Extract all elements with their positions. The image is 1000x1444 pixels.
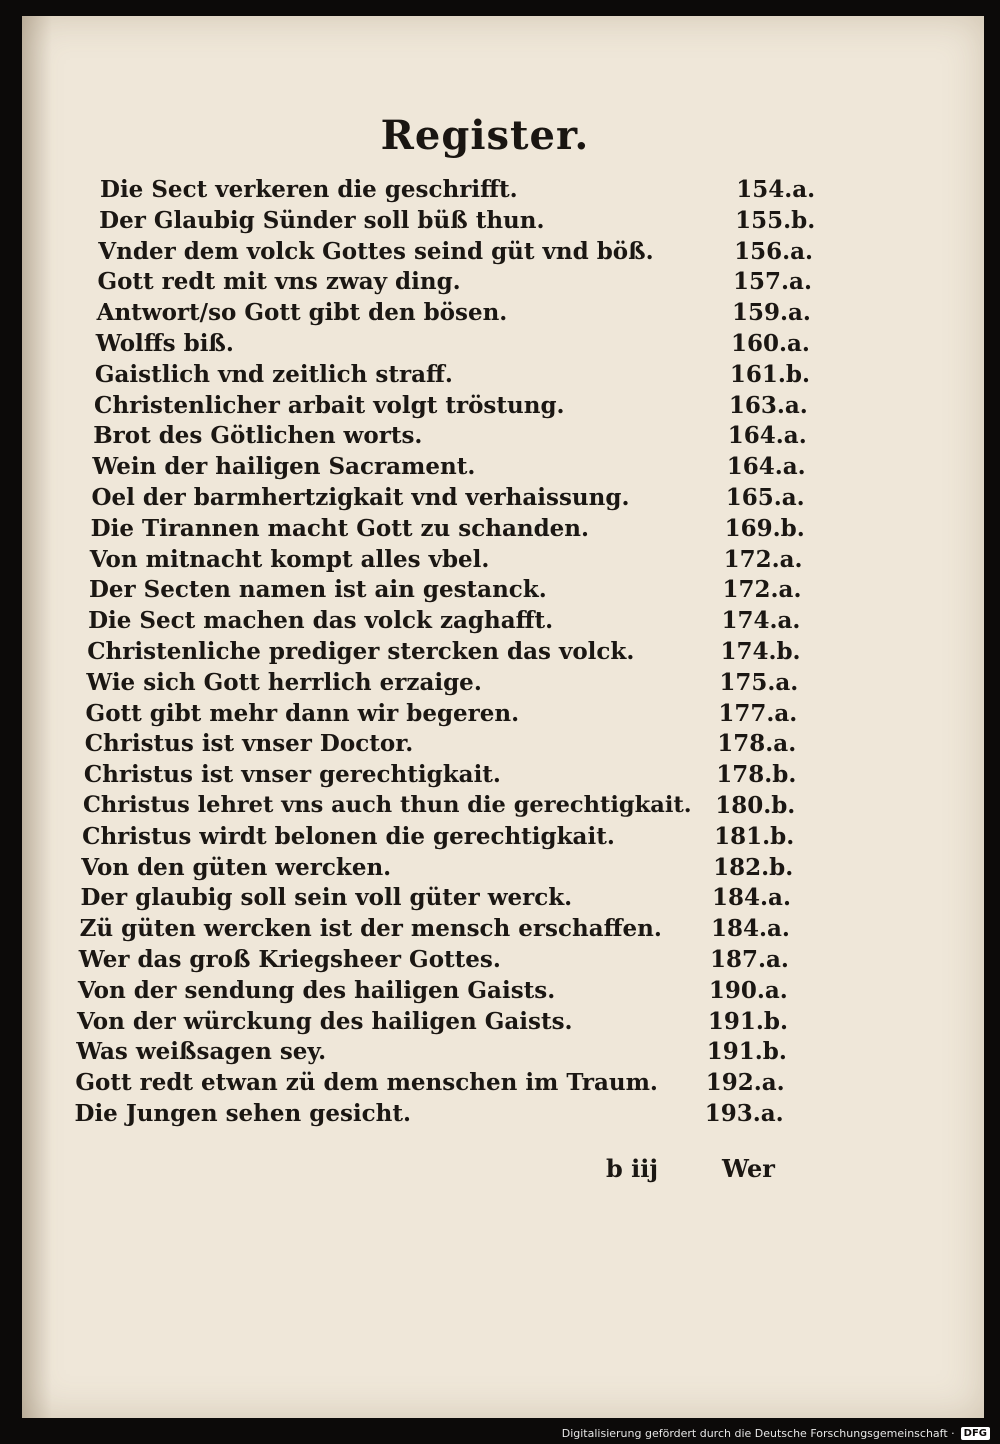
entry-text: Antwort/so Gott gibt den bösen. (96, 299, 508, 327)
register-entry (97, 299, 857, 330)
register-list (72, 176, 832, 1131)
sponsor-text: Digitalisierung gefördert durch die Deutsche Forschungsgemeinschaft · (561, 1426, 955, 1440)
entry-page-ref: 165.a. (725, 483, 805, 511)
entry-page-ref: 163.a. (728, 391, 808, 419)
signature-mark: b iij (606, 1154, 659, 1183)
entry-page-ref: 192.a. (705, 1069, 785, 1097)
page-title: Register. (380, 112, 590, 159)
entry-text: Die Tirannen macht Gott zu schanden. (90, 514, 590, 542)
entry-page-ref: 174.a. (721, 607, 801, 635)
register-entry (83, 792, 843, 823)
register-entry (96, 330, 856, 361)
entry-page-ref: 164.a. (726, 453, 806, 481)
entry-text: Wer das groß Kriegsheer Gottes. (78, 945, 501, 973)
entry-text: Die Sect verkeren die geschrifft. (100, 176, 518, 203)
entry-text: Von den güten wercken. (81, 853, 392, 881)
entry-text: Die Jungen sehen gesicht. (74, 1099, 412, 1127)
register-entry (94, 392, 854, 423)
entry-text: Von mitnacht kompt alles vbel. (89, 545, 490, 573)
entry-text: Wie sich Gott herrlich erzaige. (86, 668, 482, 696)
register-entry (75, 1069, 835, 1100)
entry-text: Die Sect machen das volck zaghafft. (88, 607, 554, 635)
entry-page-ref: 177.a. (718, 699, 798, 727)
entry-page-ref: 178.b. (716, 761, 797, 789)
entry-page-ref: 187.a. (709, 945, 789, 973)
register-entry (78, 977, 838, 1008)
entry-page-ref: 184.a. (712, 884, 791, 912)
entry-page-ref: 160.a. (730, 329, 810, 357)
sponsor-bar (0, 1422, 1000, 1444)
entry-page-ref: 180.b. (715, 791, 796, 819)
entry-text: Der Secten namen ist ain gestanck. (88, 576, 547, 604)
book-page (22, 16, 984, 1418)
entry-page-ref: 193.a. (704, 1099, 784, 1127)
entry-page-ref: 172.a. (722, 576, 802, 604)
entry-text: Vnder dem volck Gottes seind güt vnd böß. (98, 237, 654, 265)
entry-text: Gott gibt mehr dann wir begeren. (85, 699, 520, 727)
entry-page-ref: 175.a. (719, 668, 799, 696)
register-entry (87, 638, 847, 669)
register-entry (100, 176, 860, 207)
entry-text: Wolffs biß. (95, 329, 234, 357)
entry-text: Christenlicher arbait volgt tröstung. (94, 391, 565, 419)
register-entry (77, 1008, 837, 1039)
register-entry (93, 422, 853, 453)
entry-text: Der Glaubig Sünder soll büß thun. (99, 206, 545, 234)
entry-page-ref: 169.b. (724, 514, 805, 542)
entry-text: Was weißsagen sey. (76, 1038, 327, 1066)
register-entry (90, 546, 850, 577)
entry-text: Von der sendung des hailigen Gaists. (77, 976, 556, 1004)
entry-text: Zü güten wercken ist der mensch erschaffen. (79, 915, 662, 943)
entry-page-ref: 157.a. (733, 268, 812, 296)
register-entry (89, 576, 849, 607)
entry-page-ref: 182.b. (713, 853, 794, 881)
register-entry (91, 515, 851, 546)
entry-text: Gott redt etwan zü dem menschen im Traum. (75, 1069, 658, 1097)
entry-page-ref: 155.b. (735, 206, 816, 234)
register-entry (75, 1100, 835, 1131)
entry-page-ref: 181.b. (714, 822, 795, 850)
entry-text: Wein der hailigen Sacrament. (92, 453, 476, 481)
entry-text: Gaistlich vnd zeitlich straff. (94, 360, 453, 388)
entry-page-ref: 161.b. (729, 360, 810, 388)
entry-page-ref: 164.a. (727, 422, 807, 450)
register-entry (95, 361, 855, 392)
entry-text: Brot des Götlichen worts. (93, 422, 423, 450)
entry-page-ref: 190.a. (708, 976, 788, 1004)
catchword: Wer (722, 1154, 775, 1183)
register-entry (80, 884, 840, 915)
entry-page-ref: 172.a. (723, 545, 803, 573)
entry-page-ref: 191.b. (706, 1038, 787, 1066)
register-entry (86, 700, 846, 731)
entry-text: Der glaubig soll sein voll güter werck. (80, 884, 573, 912)
entry-text: Christus ist vnser gerechtigkait. (83, 761, 501, 789)
register-entry (84, 761, 844, 792)
register-entry (79, 946, 839, 977)
register-entry (92, 453, 852, 484)
register-entry (88, 607, 848, 638)
entry-page-ref: 174.b. (720, 637, 801, 665)
entry-page-ref: 191.b. (707, 1007, 788, 1035)
entry-text: Christus ist vnser Doctor. (84, 730, 414, 758)
entry-page-ref: 156.a. (734, 237, 814, 265)
register-entry (97, 268, 857, 299)
entry-page-ref: 154.a. (736, 176, 816, 203)
entry-text: Christus lehret vns auch thun die gerechtigkait. (83, 791, 692, 818)
entry-text: Oel der barmhertzigkait vnd verhaissung. (91, 483, 630, 511)
entry-text: Gott redt mit vns zway ding. (97, 268, 461, 296)
register-entry (92, 484, 852, 515)
dfg-logo: DFG (961, 1427, 990, 1440)
register-entry (76, 1038, 836, 1069)
register-entry (81, 854, 841, 885)
entry-text: Von der würckung des hailigen Gaists. (77, 1007, 573, 1035)
entry-page-ref: 184.a. (710, 915, 790, 943)
register-entry (98, 238, 858, 269)
register-entry (99, 207, 859, 238)
register-entry (85, 730, 845, 761)
register-entry (80, 915, 840, 946)
entry-text: Christus wirdt belonen die gerechtigkait. (82, 822, 615, 850)
entry-text: Christenliche prediger stercken das volck. (87, 637, 635, 665)
register-entry (86, 669, 846, 700)
entry-page-ref: 159.a. (731, 299, 811, 327)
entry-page-ref: 178.a. (717, 730, 797, 758)
register-entry (82, 823, 842, 854)
